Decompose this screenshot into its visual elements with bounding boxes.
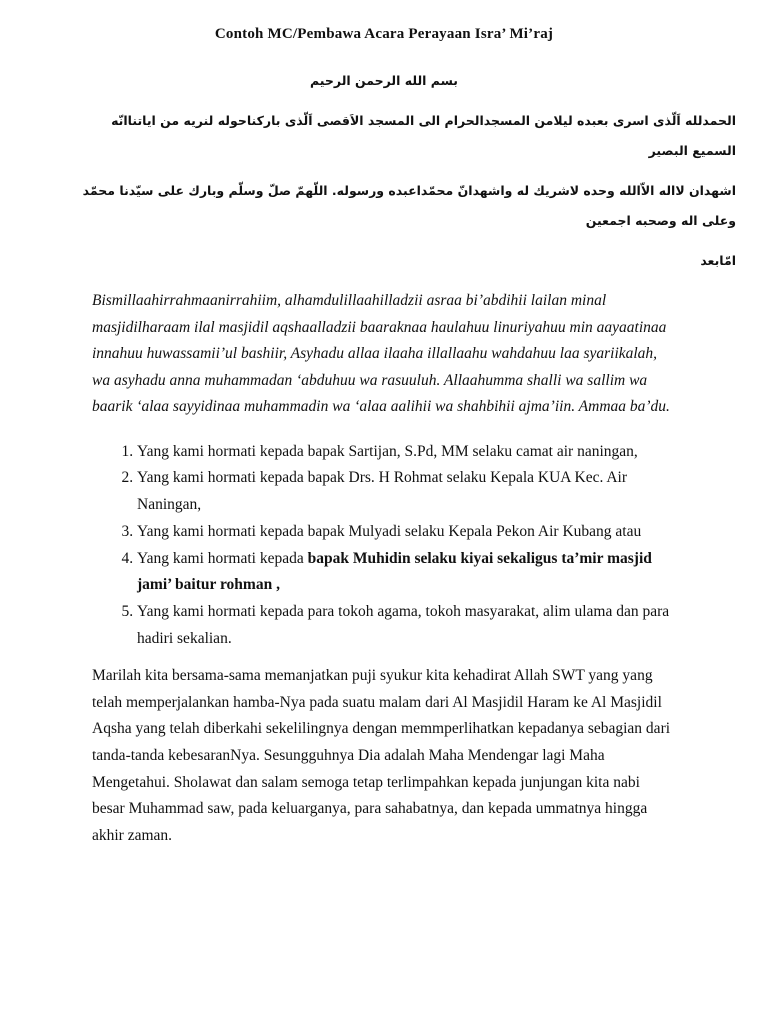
greeting-item — [137, 439, 676, 466]
greeting-item — [137, 546, 676, 600]
greeting-item-text: Yang kami hormati kepada bapak Sartijan, S.Pd, MM selaku camat air naningan, — [137, 442, 638, 460]
latin-transliteration-paragraph: Bismillaahirrahmaanirrahiim, alhamdulillaahilladzii asraa bi’abdihii lailan minal masjidilharaam ilal masjidil aqshaalladzii baaraknaa haulahuu linuriyahuu min aayaatinaa innahuu huwassamii’ul bashiir, Asyhadu allaa ilaaha illallaahu wahdahuu laa syariikalah, wa asyhadu anna muhammadan ‘abduhuu wa rasuuluh. Allaahumma shalli wa sallim wa baarik ‘alaa sayyidinaa muhammadin wa ‘alaa aalihii wa shahbihii ajma’iin. Ammaa ba’du. — [92, 292, 670, 415]
greeting-item-text: Yang kami hormati kepada para tokoh agama, tokoh masyarakat, alim ulama dan para hadiri sekalian. — [137, 603, 670, 648]
document-title: Contoh MC/Pembawa Acara Perayaan Isra’ Mi’raj — [214, 26, 554, 42]
greetings-list — [92, 439, 676, 653]
arabic-amma-badu: امّابعد — [700, 253, 736, 268]
greeting-item-text: Yang kami hormati kepada — [137, 549, 308, 567]
greeting-item-text: Yang kami hormati kepada bapak Mulyadi selaku Kepala Pekon Air Kubang atau — [137, 522, 642, 540]
greeting-item — [137, 519, 676, 546]
greeting-item-text: Yang kami hormati kepada bapak Drs. H Rohmat selaku Kepala KUA Kec. Air Naningan, — [137, 469, 628, 514]
arabic-hamdalah-paragraph: الحمدلله اَلّذى اسرى بعبده ليلامن المسجدالحرام الى المسجد الاَقصى اَلّذى باركناحوله لنريه من اياتناانّه السميع البصير — [111, 113, 736, 158]
basmalah-text: بسم الله الرحمن الرحيم — [310, 73, 458, 88]
closing-paragraph: Marilah kita bersama-sama memanjatkan puji syukur kita kehadirat Allah SWT yang yang telah memperjalankan hamba-Nya pada suatu malam dari Al Masjidil Haram ke Al Masjidil Aqsha yang telah diberkahi sekelilingnya dengan memmperlihatkan kepadanya sebagian dari tanda-tanda kebesaranNya. Sesungguhnya Dia adalah Maha Mendengar lagi Maha Mengetahui. Sholawat dan salam semoga tetap terlimpahkan kepada junjungan kita nabi besar Muhammad saw, pada keluarganya, para sahabatnya, dan kepada ummatnya hingga akhir zaman. — [92, 666, 671, 845]
greeting-item — [137, 465, 676, 519]
arabic-syahadat-paragraph: اشهدان لااله الاّالله وحده لاشريك له واشهدانّ محمّداعبده ورسوله. اللّهمّ صلّ وسلّم وبارك على سيّدنا محمّد وعلى اله وصحبه اجمعين — [82, 183, 736, 228]
greeting-item — [137, 599, 676, 653]
greeting-item-bold-text: bapak Muhidin selaku kiyai sekaligus ta’mir masjid jami’ baitur rohman , — [137, 549, 652, 594]
